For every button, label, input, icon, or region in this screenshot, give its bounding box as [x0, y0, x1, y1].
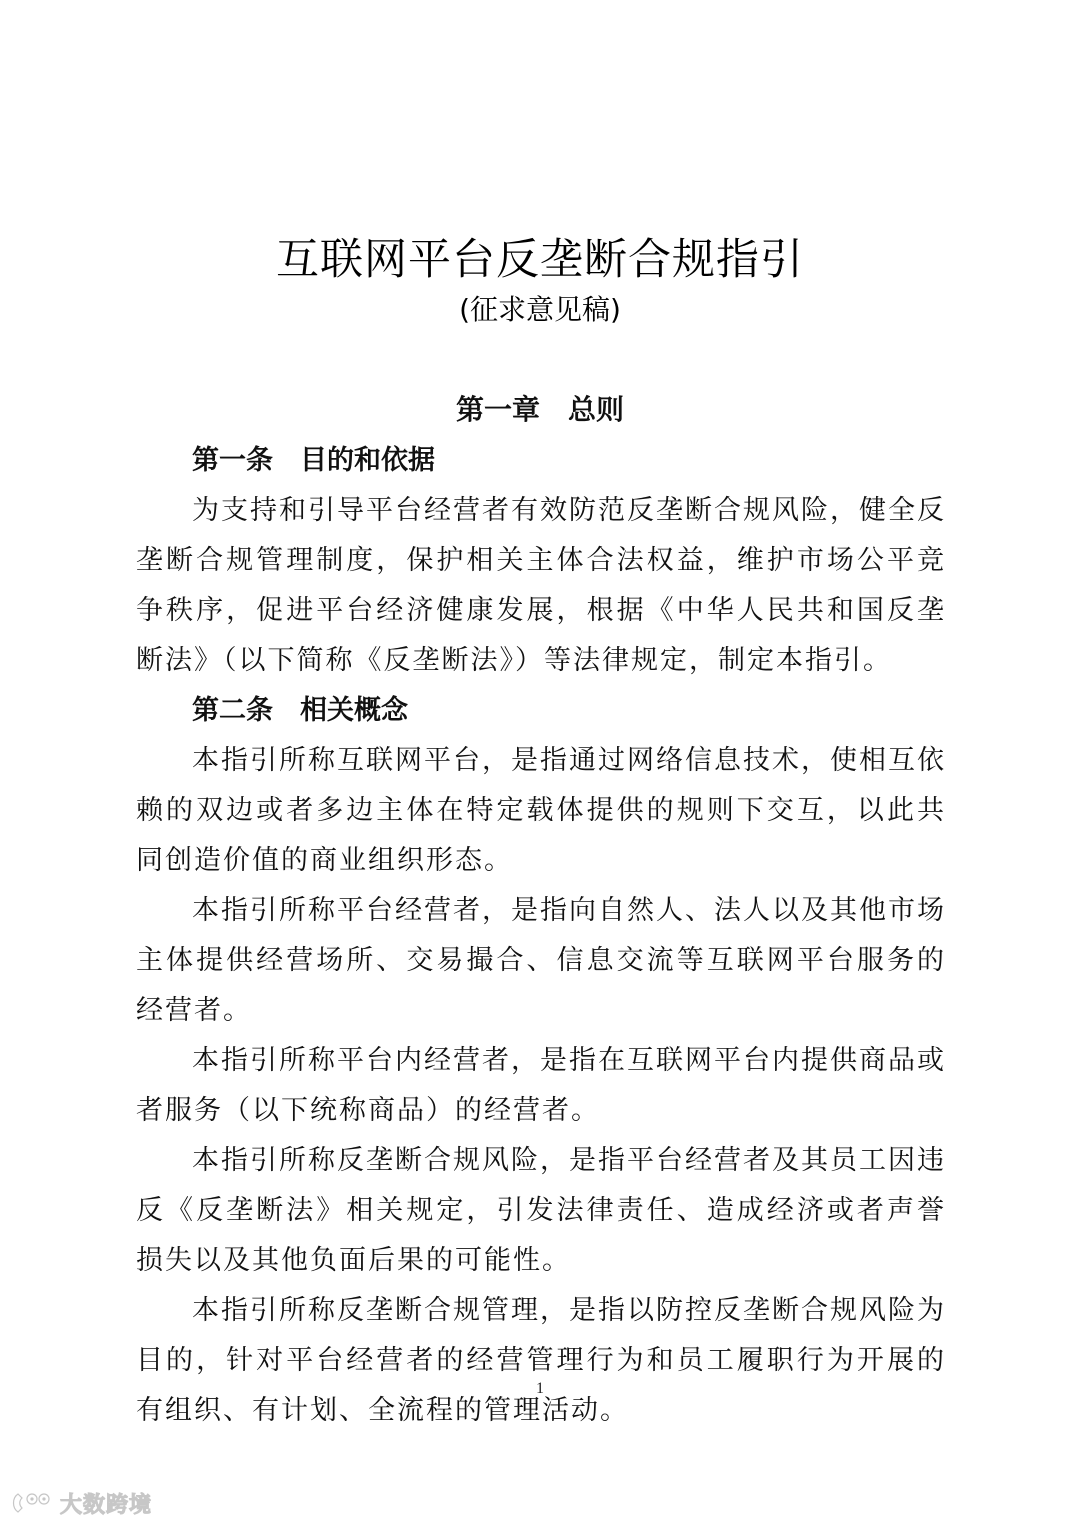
- article-2-paragraph-2: 本指引所称平台经营者，是指向自然人、法人以及其他市场主体提供经营场所、交易撮合、信息交流等互联网平台服务的经营者。: [136, 895, 946, 1026]
- watermark-text: 大数跨境: [60, 1492, 153, 1518]
- document-subtitle: (征求意见稿): [459, 293, 621, 326]
- dashuju-logo-icon: [10, 1490, 54, 1516]
- document-body: [136, 436, 946, 1436]
- article-1-paragraph-1: 为支持和引导平台经营者有效防范反垄断合规风险，健全反垄断合规管理制度，保护相关主体合法权益，维护市场公平竞争秩序，促进平台经济健康发展，根据《中华人民共和国反垄断法》（以下简称《反垄断法》）等法律规定，制定本指引。: [136, 495, 946, 676]
- page-number: 1: [536, 1380, 544, 1397]
- article-2-paragraph-5: 本指引所称反垄断合规管理，是指以防控反垄断合规风险为目的，针对平台经营者的经营管理行为和员工履职行为开展的有组织、有计划、全流程的管理活动。: [136, 1295, 946, 1426]
- article-2-paragraph-3: 本指引所称平台内经营者，是指在互联网平台内提供商品或者服务（以下统称商品）的经营者。: [136, 1045, 946, 1126]
- chapter-heading: 第一章 总则: [455, 393, 624, 426]
- article-1-heading: 第一条 目的和依据: [192, 445, 435, 476]
- article-2-paragraph-4: 本指引所称反垄断合规风险，是指平台经营者及其员工因违反《反垄断法》相关规定，引发法律责任、造成经济或者声誉损失以及其他负面后果的可能性。: [136, 1145, 946, 1276]
- article-2-heading: 第二条 相关概念: [192, 695, 408, 726]
- document-title: 互联网平台反垄断合规指引: [276, 235, 804, 285]
- article-2-paragraph-1: 本指引所称互联网平台，是指通过网络信息技术，使相互依赖的双边或者多边主体在特定载体提供的规则下交互，以此共同创造价值的商业组织形态。: [136, 745, 946, 876]
- watermark: [10, 1488, 152, 1518]
